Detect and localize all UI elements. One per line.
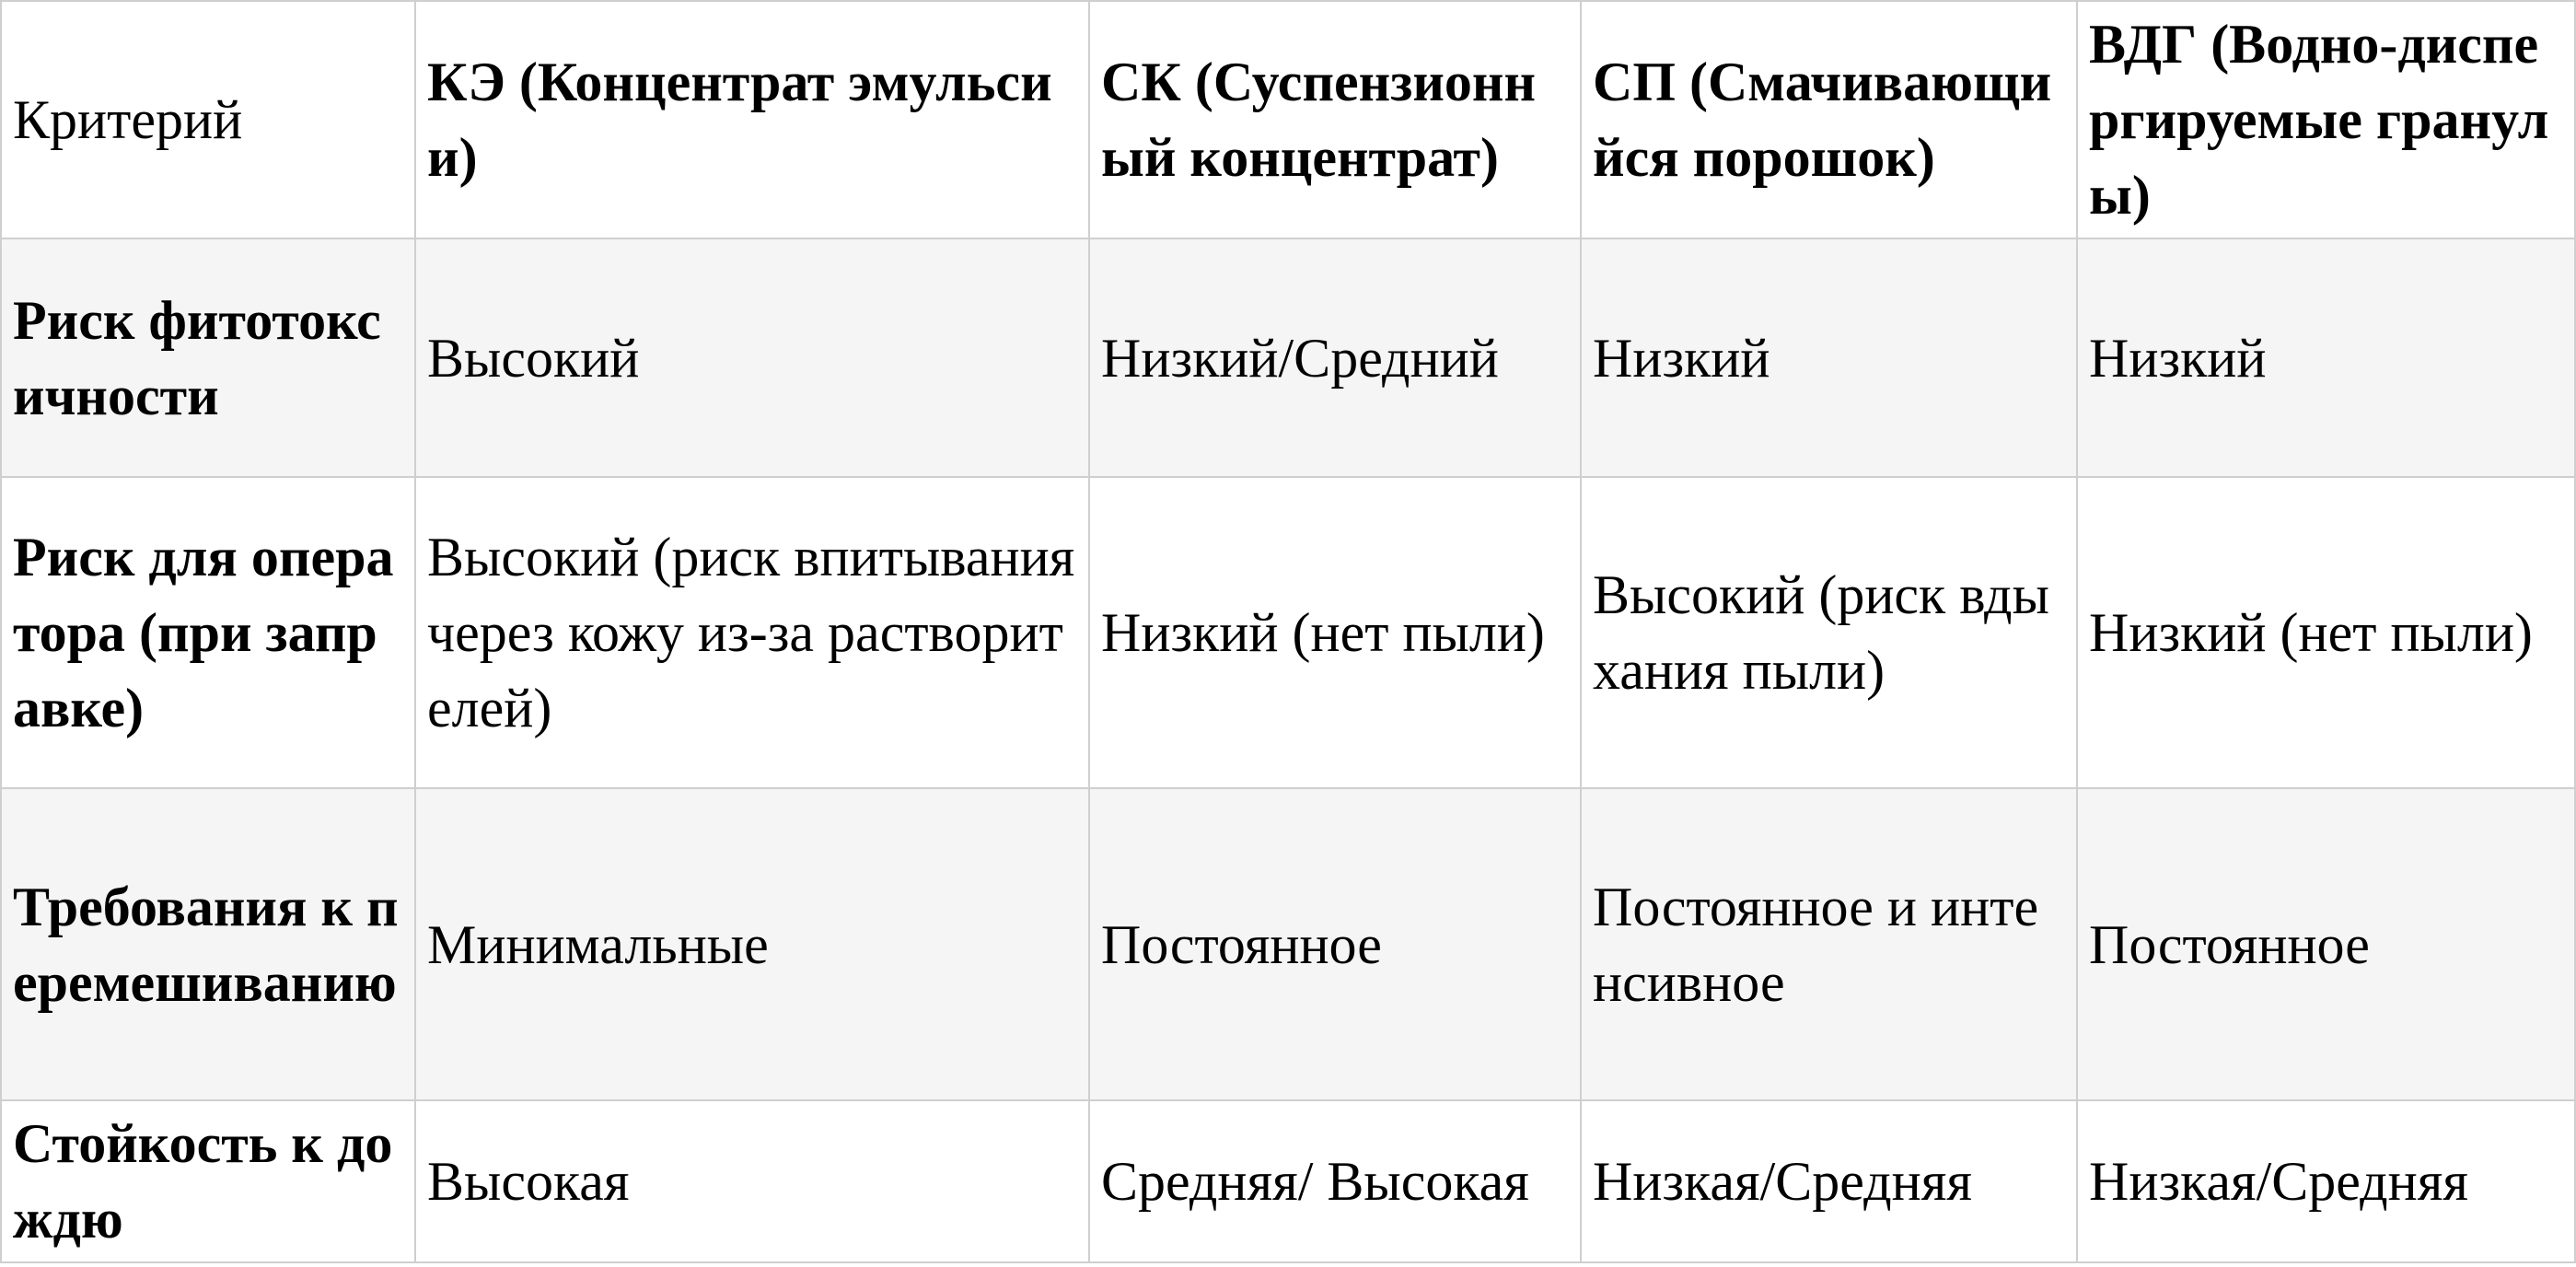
table-row <box>1 1100 2575 1262</box>
row-criterion: Стойкость к дождю <box>1 1100 415 1262</box>
header-criterion: Критерий <box>1 1 415 238</box>
table-row <box>1 238 2575 477</box>
table-cell: Низкий (нет пыли) <box>1089 477 1581 788</box>
table-cell: Высокая <box>415 1100 1089 1262</box>
row-criterion: Риск фитотоксичности <box>1 238 415 477</box>
table-row <box>1 788 2575 1100</box>
table-cell: Низкий (нет пыли) <box>2077 477 2575 788</box>
table-cell: Постоянное и интенсивное <box>1581 788 2077 1100</box>
table-cell: Низкий <box>1581 238 2077 477</box>
table-cell: Постоянное <box>1089 788 1581 1100</box>
table-cell: Высокий (риск впитывания через кожу из-за растворителей) <box>415 477 1089 788</box>
table-header-row <box>1 1 2575 238</box>
table-cell: Средняя/ Высокая <box>1089 1100 1581 1262</box>
table-cell: Низкая/Средняя <box>2077 1100 2575 1262</box>
table-cell: Постоянное <box>2077 788 2575 1100</box>
header-sp: СП (Смачивающийся порошок) <box>1581 1 2077 238</box>
header-vdg: ВДГ (Водно-диспергируемые гранулы) <box>2077 1 2575 238</box>
table-cell: Высокий <box>415 238 1089 477</box>
row-criterion: Риск для оператора (при заправке) <box>1 477 415 788</box>
table-cell: Минимальные <box>415 788 1089 1100</box>
header-ke: КЭ (Концентрат эмульсии) <box>415 1 1089 238</box>
table-cell: Низкая/Средняя <box>1581 1100 2077 1262</box>
table-cell: Низкий <box>2077 238 2575 477</box>
table-cell: Низкий/Средний <box>1089 238 1581 477</box>
table-cell: Высокий (риск вдыхания пыли) <box>1581 477 2077 788</box>
header-sk: СК (Суспензионный концентрат) <box>1089 1 1581 238</box>
table-row <box>1 477 2575 788</box>
row-criterion: Требования к перемешиванию <box>1 788 415 1100</box>
